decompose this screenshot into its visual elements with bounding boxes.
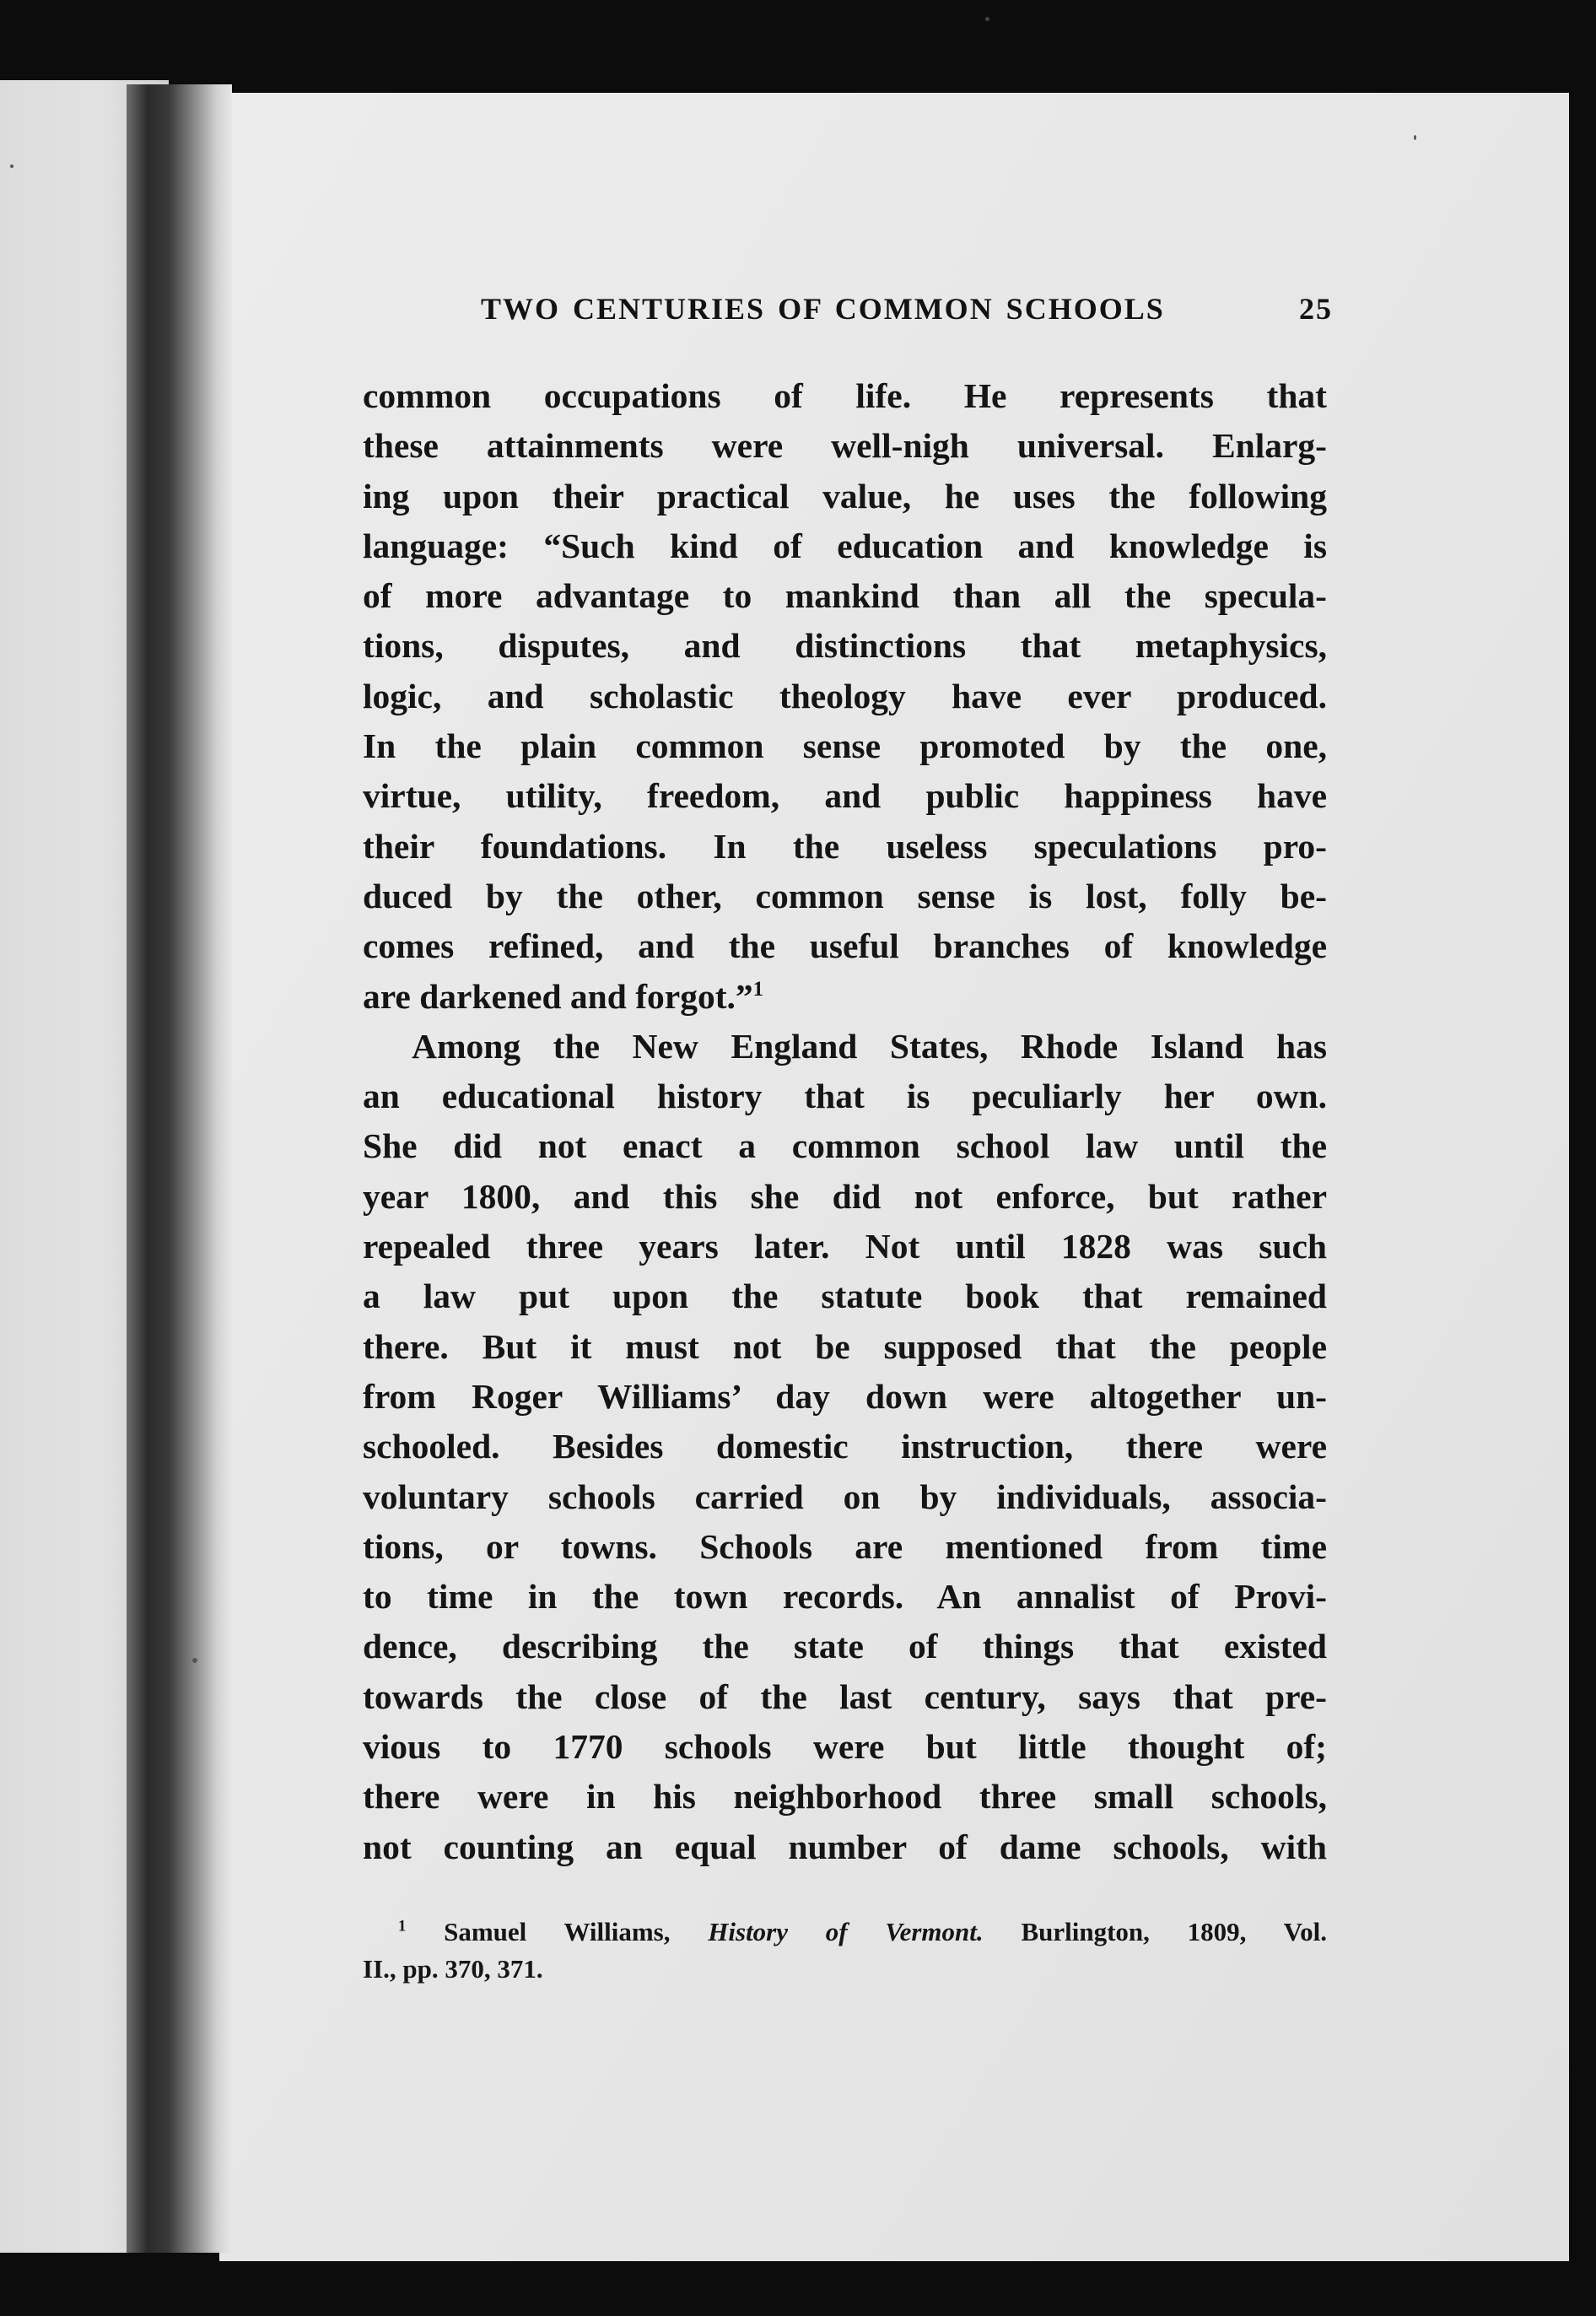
text-line: ing upon their practical value, he uses the following [363,476,1327,516]
running-head-title: TWO CENTURIES OF COMMON SCHOOLS [481,292,1165,326]
text-line: tions, or towns. Schools are mentioned from time [363,1526,1327,1566]
text-line [363,972,1327,1022]
text-line: tions, disputes, and distinctions that metaphysics, [363,626,1327,666]
text-line: In the plain common sense promoted by the one, [363,726,1327,766]
footnote-line [363,1914,1327,1951]
text-line-content: are darkened and forgot.” [363,976,753,1016]
dust-speck [192,1658,197,1663]
dust-speck [985,17,989,21]
footnote [363,1914,1327,1988]
text-line: from Roger Williams’ day down were altogether un- [363,1376,1327,1416]
text-line: there. But it must not be supposed that the people [363,1326,1327,1366]
footnote-reference: 1 [752,977,764,1001]
text-line: virtue, utility, freedom, and public happiness have [363,776,1327,816]
footnote-marker: 1 [398,1917,407,1935]
running-head [481,291,1333,327]
footnote-imprint: Burlington, 1809, Vol. [1021,1917,1328,1946]
dust-speck [1414,135,1416,140]
text-line: duced by the other, common sense is lost, folly be- [363,876,1327,915]
text-line: of more advantage to mankind than all the specula- [363,576,1327,616]
text-line: their foundations. In the useless speculations pro- [363,826,1327,866]
text-line: towards the close of the last century, says that pre- [363,1676,1327,1716]
text-line: language: “Such kind of education and knowledge is [363,526,1327,565]
text-line: logic, and scholastic theology have ever produced. [363,676,1327,715]
text-line: schooled. Besides domestic instruction, there were [363,1427,1327,1466]
text-line: voluntary schools carried on by individuals, associa- [363,1477,1327,1516]
text-line: there were in his neighborhood three small schools, [363,1777,1327,1817]
text-line: vious to 1770 schools were but little thought of; [363,1727,1327,1767]
text-line: a law put upon the statute book that remained [363,1277,1327,1316]
body-text [363,371,1327,1872]
text-line: these attainments were well-nigh universal. Enlarg- [363,426,1327,466]
text-line: year 1800, and this she did not enforce, but rather [363,1176,1327,1216]
footnote-line: II., pp. 370, 371. [363,1954,543,1984]
text-line: dence, describing the state of things that existed [363,1627,1327,1666]
text-line: not counting an equal number of dame schools, with [363,1827,1327,1866]
text-line: common occupations of life. He represents that [363,376,1327,415]
text-line: to time in the town records. An annalist of Provi- [363,1577,1327,1617]
text-line: She did not enact a common school law until the [363,1126,1327,1166]
page-number: 25 [1299,292,1333,326]
dust-speck [10,165,13,168]
footnote-work-title: History of Vermont. [708,1917,984,1946]
text-line: comes refined, and the useful branches of knowledge [363,926,1327,966]
text-line: repealed three years later. Not until 1828 was such [363,1227,1327,1266]
footnote-author: Samuel Williams, [444,1917,671,1946]
text-line: an educational history that is peculiarly her own. [363,1077,1327,1116]
book-gutter [127,84,232,2253]
text-line: Among the New England States, Rhode Island has [412,1026,1327,1066]
